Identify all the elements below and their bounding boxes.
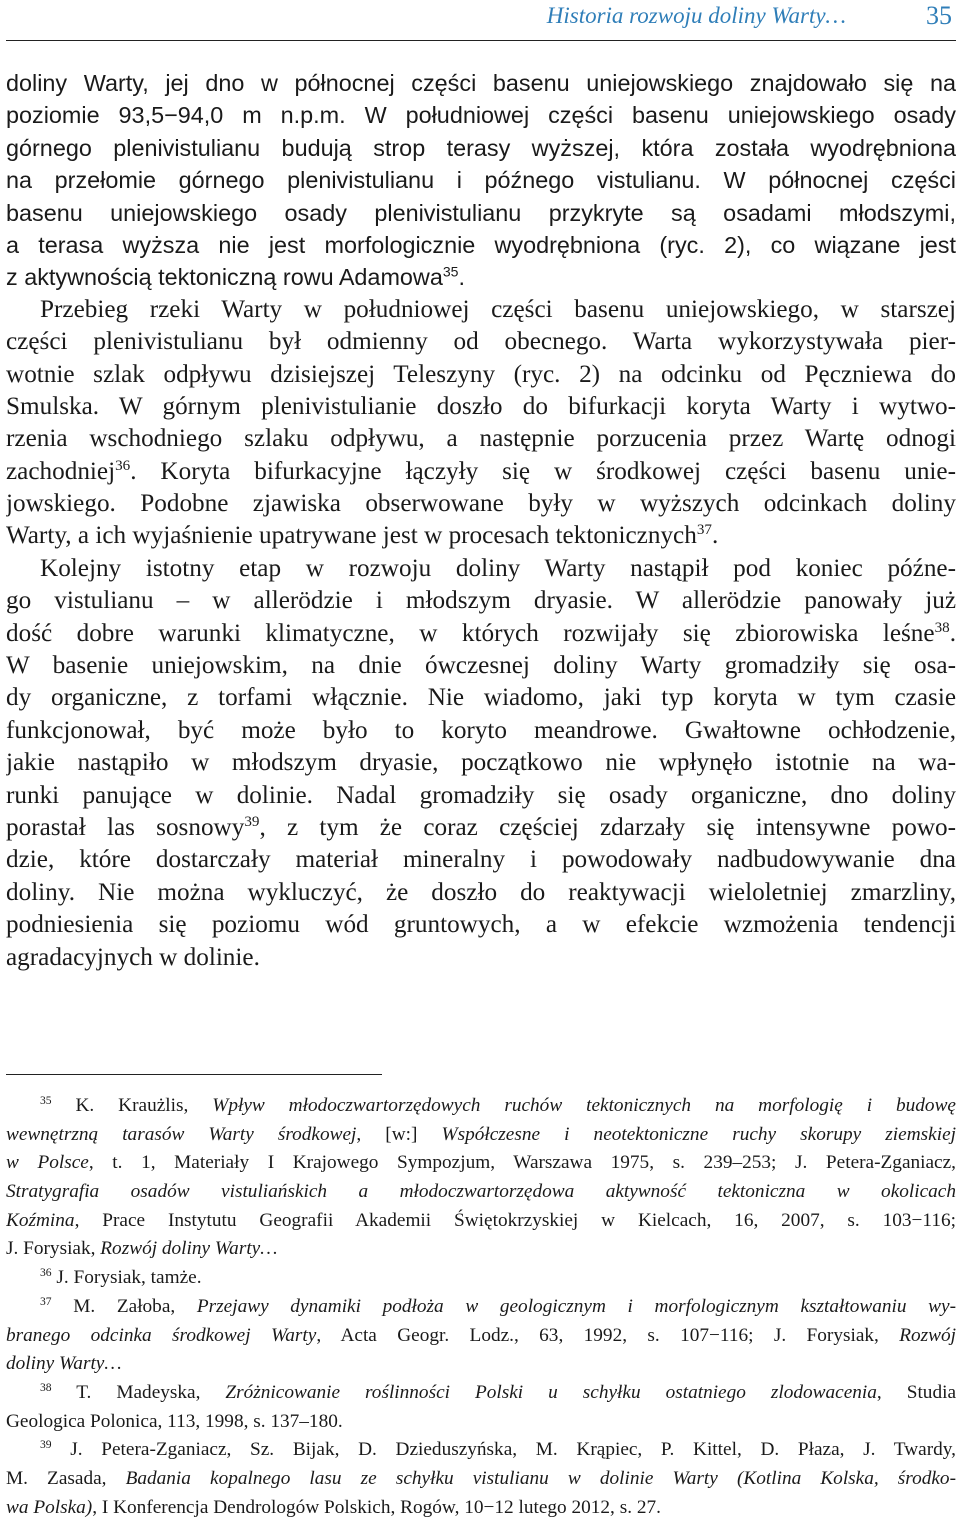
- running-header: [6, 0, 956, 41]
- footnote-text: , I Konferencja Dendrologów Polskich, Rogów, 10−12 lutego 2012, s. 27.: [92, 1496, 661, 1518]
- text-line: Kolejny istotny etap w rozwoju doliny Warty nastąpił pod koniec późne-: [40, 554, 956, 582]
- text-span: .: [711, 522, 719, 550]
- footnote-number: 35: [40, 1094, 52, 1108]
- footnote-text: , Prace Instytutu Geografii Akademii Świętokrzyskiej w Kielcach, 16, 2007, s. 103−116;: [74, 1209, 956, 1231]
- text-line: W basenie uniejowskim, na dnie ówczesnej doliny Warty gromadziły się osa-: [6, 652, 956, 680]
- text-line: wotnie szlak odpływu dzisiejszej Teleszyny (ryc. 2) na odcinku od Pęczniewa do: [6, 360, 956, 388]
- text-line: [6, 618, 956, 650]
- text-line: [6, 520, 956, 552]
- footnote-line: [6, 1350, 956, 1379]
- footnote-line: [6, 1494, 956, 1523]
- text-line: poziomie 93,5−94,0 m n.p.m. W południowej części basenu uniejowskiego osady: [6, 102, 956, 129]
- footnote-text: K. Kraużlis,: [51, 1095, 213, 1116]
- footnote-text: T. Madeyska,: [51, 1381, 226, 1403]
- text-line: a terasa wyższa nie jest morfologicznie wyodrębniona (ryc. 2), co wiązane jest: [6, 231, 956, 258]
- text-span: zachodniej: [6, 457, 116, 485]
- footnote-title: doliny Warty…: [6, 1353, 122, 1375]
- text-line: rzenia wschodniego szlaku odpływu, a następnie porzucenia przez Wartę odnogi: [6, 425, 956, 453]
- footnote-title: Rozwój doliny Warty…: [100, 1238, 278, 1260]
- text-span: dość dobre warunki klimatyczne, w których rozwijały się zbiorowiska leśne: [6, 619, 935, 647]
- footnote-title: wewnętrzną tarasów Warty środkowej: [6, 1123, 357, 1145]
- footnote-35: [6, 1092, 956, 1121]
- footnote-line: [6, 1408, 956, 1437]
- footnote-text: , Acta Geogr. Lodz., 63, 1992, s. 107−116; J. Forysiak,: [316, 1324, 900, 1346]
- text-line: basenu uniejowskiego osady plenivistulianu przykryte są osadami młodszymi,: [6, 199, 956, 226]
- footnote-title: Zróżnicowanie roślinności Polski u schyłku ostatniego zlodowacenia: [225, 1381, 877, 1403]
- footnote-36: [6, 1264, 956, 1293]
- text-span: .: [458, 264, 465, 291]
- footnote-number: 38: [40, 1380, 52, 1394]
- footnote-text: M. Załoba,: [51, 1295, 197, 1317]
- footnote-line: [6, 1235, 956, 1264]
- text-line: podniesienia się poziomu wód gruntowych, a w efekcie wzmożenia tendencji: [6, 911, 956, 939]
- footnote-title: Wpływ młodoczwartorzędowych ruchów tektonicznych na morfologię i budowę: [212, 1095, 956, 1116]
- footnote-number: 37: [40, 1294, 52, 1308]
- footnote-line: [6, 1121, 956, 1150]
- text-line: doliny. Nie można wykluczyć, że doszło do reaktywacji wieloletniej zmarzliny,: [6, 878, 956, 906]
- text-line: [6, 456, 956, 488]
- text-span: , z tym że coraz częściej zdarzały się intensywne powo-: [259, 813, 956, 841]
- footnote-ref-39: 39: [244, 813, 260, 830]
- footnote-38: [6, 1379, 956, 1408]
- footnote-title: Stratygrafia osadów vistuliańskich a młodoczwartorzędowa aktywność tektoniczna w okolicach: [6, 1181, 956, 1203]
- text-span: .: [949, 619, 956, 647]
- text-line: na przełomie górnego plenivistulianu i późnego vistulianu. W północnej części: [6, 167, 956, 194]
- footnote-title: Koźmina: [6, 1209, 75, 1231]
- footnote-text: J. Forysiak,: [6, 1238, 101, 1260]
- text-line: jowskiego. Podobne zjawiska obserwowane były w wyższych odcinkach doliny: [6, 490, 956, 518]
- footnote-37: [6, 1293, 956, 1322]
- footnote-number: 39: [40, 1438, 52, 1452]
- footnote-line: [6, 1322, 956, 1351]
- footnote-number: 36: [40, 1266, 52, 1280]
- footnote-text: J. Petera-Zganiacz, Sz. Bijak, D. Dzieduszyńska, M. Krąpiec, P. Kittel, D. Płaza, J. Twardy,: [51, 1439, 956, 1461]
- text-span: Warty, a ich wyjaśnienie upatrywane jest w procesach tektonicznych: [6, 522, 697, 550]
- footnote-text: Geologica Polonica, 113, 1998, s. 137–180.: [6, 1410, 343, 1432]
- footnote-ref-38: 38: [934, 619, 950, 636]
- text-line: agradacyjnych w dolinie.: [6, 943, 260, 971]
- page-number: 35: [926, 1, 952, 30]
- footnote-title: wa Polska): [6, 1496, 93, 1518]
- text-line: dzie, które dostarczały materiał mineralny i powodowały nadbudowywanie dna: [6, 846, 956, 874]
- text-line: [6, 261, 956, 293]
- footnote-text: M. Zasada,: [6, 1467, 126, 1489]
- text-line: funkcjonował, być może było to koryto meandrowe. Gwałtowne ochłodzenie,: [6, 716, 956, 744]
- text-span: porastał las sosnowy: [6, 813, 245, 841]
- text-line: górnego plenivistulianu budują strop terasy wyższej, która została wyodrębniona: [6, 134, 956, 161]
- footnote-text: , [w:]: [356, 1123, 442, 1145]
- text-line: dy organiczne, z torfami włącznie. Nie wiadomo, jaki typ koryta w tym czasie: [6, 684, 956, 712]
- footnote-line: [6, 1465, 956, 1494]
- running-title: Historia rozwoju doliny Warty…: [546, 3, 846, 28]
- text-line: części plenivistulianu był odmienny od obecnego. Warta wykorzystywała pier-: [6, 328, 956, 356]
- footnote-ref-36: 36: [115, 457, 131, 474]
- text-line: doliny Warty, jej dno w północnej części basenu uniejowskiego znajdowało się na: [6, 70, 956, 96]
- footnote-title: Badania kopalnego lasu ze schyłku vistulianu w dolinie Warty (Kotlina Kolska, środko-: [125, 1467, 956, 1489]
- footnote-separator: [6, 1074, 382, 1075]
- text-line: [6, 812, 956, 844]
- footnote-title: Przejawy dynamiki podłoża w geologicznym i morfologicznym kształtowaniu wy-: [196, 1295, 956, 1317]
- footnote-text: J. Forysiak, tamże.: [51, 1267, 202, 1289]
- footnote-line: [6, 1178, 956, 1207]
- text-span: . Koryta bifurkacyjne łączyły się w środkowej części basenu unie-: [130, 457, 956, 485]
- footnote-ref-35: 35: [442, 263, 459, 280]
- text-span: z aktywnością tektoniczną rowu Adamowa: [6, 264, 443, 291]
- footnote-title: w Polsce: [6, 1152, 89, 1174]
- footnote-line: [6, 1149, 956, 1178]
- footnote-39: [6, 1436, 956, 1465]
- footnote-text: , t. 1, Materiały I Krajowego Sympozjum, Warszawa 1975, s. 239–253; J. Petera-Zganiacz,: [88, 1152, 956, 1174]
- text-line: go vistulianu – w allerödzie i młodszym dryasie. W allerödzie panowały już: [6, 587, 956, 615]
- footnote-title: branego odcinka środkowej Warty: [6, 1324, 317, 1346]
- footnote-text: , Studia: [876, 1381, 956, 1403]
- footnote-ref-37: 37: [696, 522, 712, 539]
- text-line: Przebieg rzeki Warty w południowej części basenu uniejowskiego, w starszej: [40, 295, 956, 323]
- main-text: [6, 67, 956, 974]
- text-line: runki panujące w dolinie. Nadal gromadziły się osady organiczne, dno doliny: [6, 781, 956, 809]
- text-line: Smulska. W górnym plenivistulianie doszło do bifurkacji koryta Warty i wytwo-: [6, 392, 956, 420]
- text-line: jakie nastąpiło w młodszym dryasie, początkowo nie wpłynęło istotnie na wa-: [6, 749, 956, 777]
- footnote-line: [6, 1207, 956, 1236]
- footnotes: [6, 1092, 956, 1522]
- footnote-title: Współczesne i neotektoniczne ruchy skorupy ziemskiej: [441, 1123, 956, 1145]
- footnote-title: Rozwój: [899, 1324, 956, 1346]
